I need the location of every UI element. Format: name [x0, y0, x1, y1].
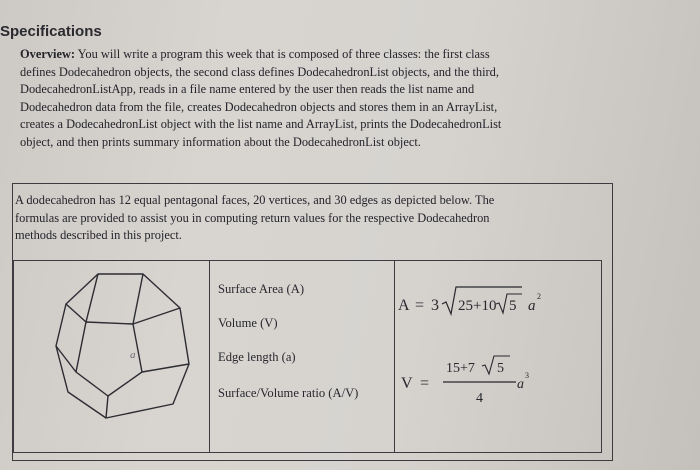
- area-coefficient: 3: [431, 297, 439, 314]
- overview-paragraph: [20, 46, 586, 152]
- overview-line-3: DodecahedronListApp, reads in a file name entered by the user then reads the list name and: [20, 82, 475, 97]
- overview-line-1: [20, 46, 586, 64]
- volume-denominator: 4: [476, 391, 483, 406]
- property-edge-length: Edge length (a): [218, 350, 296, 364]
- edge-label: a: [130, 349, 136, 361]
- edge-3: [133, 308, 180, 324]
- edge-5: [106, 396, 108, 418]
- overview-line-5: creates a DodecahedronList object with the list name and ArrayList, prints the DodecahedronList: [20, 117, 502, 132]
- overview-label: Overview:: [20, 47, 76, 61]
- volume-root-value: 5: [497, 361, 504, 376]
- outer-outline: [56, 274, 189, 418]
- area-inner-sum: 25+10: [458, 298, 497, 314]
- surface-area-formula: [398, 282, 598, 330]
- volume-exponent: 3: [525, 371, 529, 380]
- edge-1: [86, 274, 98, 322]
- area-variable: a: [528, 298, 536, 314]
- overview-line-2: defines Dodecahedron objects, the second class defines DodecahedronList objects, and the third,: [20, 64, 499, 79]
- volume-variable: a: [517, 377, 524, 392]
- volume-formula: [398, 350, 598, 414]
- edge-7: [66, 304, 86, 322]
- area-root-value: 5: [509, 298, 517, 314]
- area-equals: =: [415, 297, 425, 314]
- overview-text-1: You will write a program this week that is composed of three classes: the first class: [75, 47, 490, 61]
- intro-line-1: A dodecahedron has 12 equal pentagonal faces, 20 vertices, and 30 edges as depicted below. The: [15, 193, 495, 207]
- area-exponent: 2: [537, 292, 541, 301]
- property-surface-area: Surface Area (A): [218, 282, 305, 296]
- intro-paragraph: [15, 192, 605, 245]
- overview-line-4: Dodecahedron data from the file, creates Dodecahedron objects and stores them in an ArrayList,: [20, 99, 498, 114]
- intro-line-2: formulas are provided to assist you in computing return values for the respective Dodecahedron: [15, 210, 490, 225]
- volume-lhs: V: [401, 375, 413, 392]
- volume-radical: [482, 356, 510, 374]
- volume-equals: =: [420, 375, 430, 392]
- edge-2: [133, 274, 143, 324]
- edge-4: [142, 364, 189, 372]
- overview-line-6: object, and then prints summary information about the DodecahedronList object.: [20, 134, 421, 149]
- intro-line-3: methods described in this project.: [15, 228, 182, 243]
- dodecahedron-figure: [48, 268, 198, 428]
- table-divider-2: [394, 260, 395, 453]
- table-divider-1: [209, 260, 210, 453]
- volume-numerator: 15+7: [446, 361, 475, 376]
- property-volume: Volume (V): [218, 316, 278, 330]
- section-title: Specifications: [0, 23, 102, 40]
- property-surface-volume-ratio: Surface/Volume ratio (A/V): [218, 386, 359, 400]
- area-lhs: A: [398, 297, 410, 314]
